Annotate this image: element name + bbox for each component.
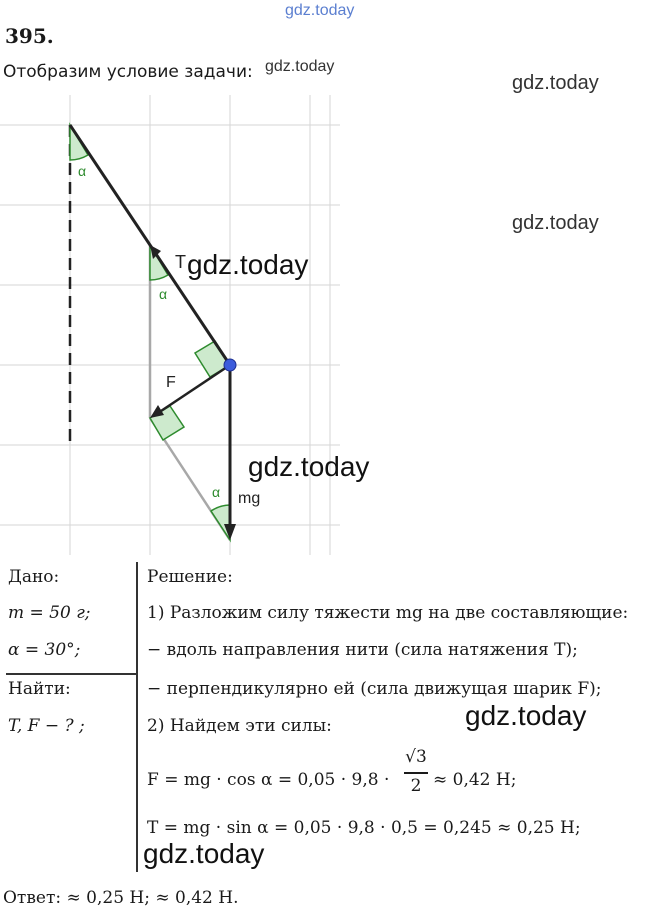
solution-line-3: − перпендикулярно ей (сила движущая шарик F); [147, 679, 602, 699]
formula-F-denominator: 2 [410, 776, 422, 796]
watermark-solution: gdz.today [465, 700, 587, 731]
fraction-bar [404, 772, 428, 774]
given-header: Дано: [8, 567, 60, 587]
label-alpha-middle: α [159, 286, 168, 302]
label-mg: mg [238, 490, 261, 507]
horizontal-divider [6, 673, 136, 675]
grid [0, 95, 340, 555]
find-value: T, F − ? ; [8, 716, 85, 736]
label-T: T [175, 252, 186, 272]
vertical-divider [136, 562, 138, 872]
solution-line-2: − вдоль направления нити (сила натяжения T); [147, 640, 578, 660]
formula-F-numerator: √3 [405, 747, 427, 767]
find-header: Найти: [8, 679, 71, 699]
angle-alpha-bottom [211, 505, 230, 540]
problem-number: 395. [5, 24, 54, 48]
watermark-right-1: gdz.today [512, 72, 599, 94]
solution-line-1: 1) Разложим силу тяжести mg на две составляющие: [147, 603, 629, 623]
label-alpha-top: α [78, 163, 87, 179]
formula-F-left: F = mg · cos α = 0,05 · 9,8 · [147, 770, 390, 790]
watermark-diagram-mg: gdz.today [248, 451, 370, 482]
watermark-bottom: gdz.today [143, 838, 265, 869]
watermark-diagram-T: gdz.today [187, 249, 309, 280]
label-alpha-bottom: α [212, 484, 221, 500]
given-angle: α = 30°; [8, 640, 81, 660]
watermark-condition: gdz.today [265, 58, 335, 75]
label-F: F [166, 374, 176, 391]
ball [224, 359, 236, 371]
solution-line-4: 2) Найдем эти силы: [147, 716, 332, 736]
watermark-top: gdz.today [285, 2, 355, 19]
formula-F-right: ≈ 0,42 Н; [433, 770, 517, 790]
condition-text: Отобразим условие задачи: [3, 62, 253, 82]
given-mass: m = 50 г; [8, 603, 91, 623]
watermark-right-2: gdz.today [512, 212, 599, 234]
solution-header: Решение: [147, 567, 233, 587]
formula-T: T = mg · sin α = 0,05 · 9,8 · 0,5 = 0,245 ≈ 0,25 Н; [147, 818, 581, 838]
answer: Ответ: ≈ 0,25 Н; ≈ 0,42 Н. [3, 888, 239, 908]
